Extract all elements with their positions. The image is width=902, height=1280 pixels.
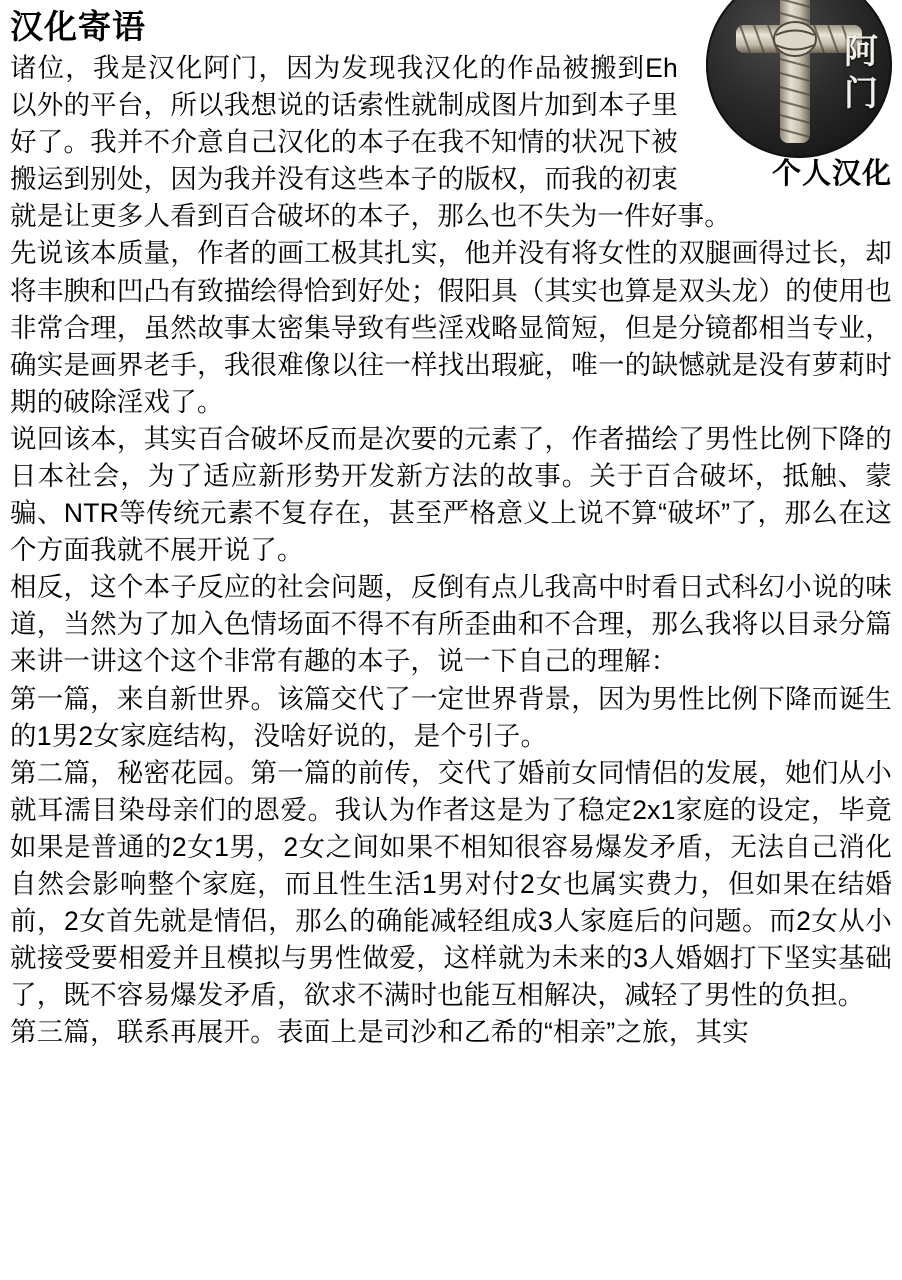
translator-stamp xyxy=(686,0,892,190)
paragraph-5: 第一篇，来自新世界。该篇交代了一定世界背景，因为男性比例下降而诞生的1男2女家庭结构，没啥好说的，是个引子。 xyxy=(10,683,892,751)
paragraph-7: 第三篇，联系再展开。表面上是司沙和乙希的“相亲”之旅，其实 xyxy=(10,1017,749,1048)
document-body xyxy=(10,50,892,1052)
page-title: 汉化寄语 xyxy=(10,8,146,45)
stamp-char-top: 阿 xyxy=(844,34,878,71)
paragraph-4: 相反，这个本子反应的社会问题，反倒有点儿我高中时看日式科幻小说的味道，当然为了加入色情场面不得不有所歪曲和不合理，那么我将以目录分篇来讲一讲这个这个非常有趣的本子，说一下自己的理解： xyxy=(10,572,892,677)
paragraph-1: 诸位，我是汉化阿门，因为发现我汉化的作品被搬到Eh以外的平台，所以我想说的话索性就制成图片加到本子里好了。我并不介意自己汉化的本子在我不知情的状况下被搬运到别处，因为我并没有这些本子的版权，而我的初衷就是让更多人看到百合破坏的本子，那么也不失为一件好事。 xyxy=(10,52,731,232)
paragraph-6: 第二篇，秘密花园。第一篇的前传，交代了婚前女同情侣的发展，她们从小就耳濡目染母亲们的恩爱。我认为作者这是为了稳定2x1家庭的设定，毕竟如果是普通的2女1男，2女之间如果不相知很容易爆发矛盾，无法自己消化自然会影响整个家庭，而且性生活1男对付2女也属实费力，但如果在结婚前，2女首先就是情侣，那么的确能减轻组成3人家庭后的问题。而2女从小就接受要相爱并且模拟与男性做爱，这样就为未来的3人婚姻打下坚实基础了，既不容易爆发矛盾，欲求不满时也能互相解决，减轻了男性的负担。 xyxy=(10,757,892,1011)
paragraph-3: 说回该本，其实百合破坏反而是次要的元素了，作者描绘了男性比例下降的日本社会，为了适应新形势开发新方法的故事。关于百合破坏，抵触、蒙骗、NTR等传统元素不复存在，甚至严格意义上说不算“破坏”了，那么在这个方面我就不展开说了。 xyxy=(10,423,892,566)
paragraph-2: 先说该本质量，作者的画工极其扎实，他并没有将女性的双腿画得过长，却将丰腴和凹凸有致描绘得恰到好处；假阳具（其实也算是双头龙）的使用也非常合理，虽然故事太密集导致有些淫戏略显简短，但是分镜都相当专业，确实是画界老手，我很难像以往一样找出瑕疵，唯一的缺憾就是没有萝莉时期的破除淫戏了。 xyxy=(10,238,892,417)
rope-cross-icon xyxy=(724,0,874,149)
stamp-char-bottom: 门 xyxy=(844,76,878,113)
stamp-caption: 个人汉化 xyxy=(771,158,892,190)
